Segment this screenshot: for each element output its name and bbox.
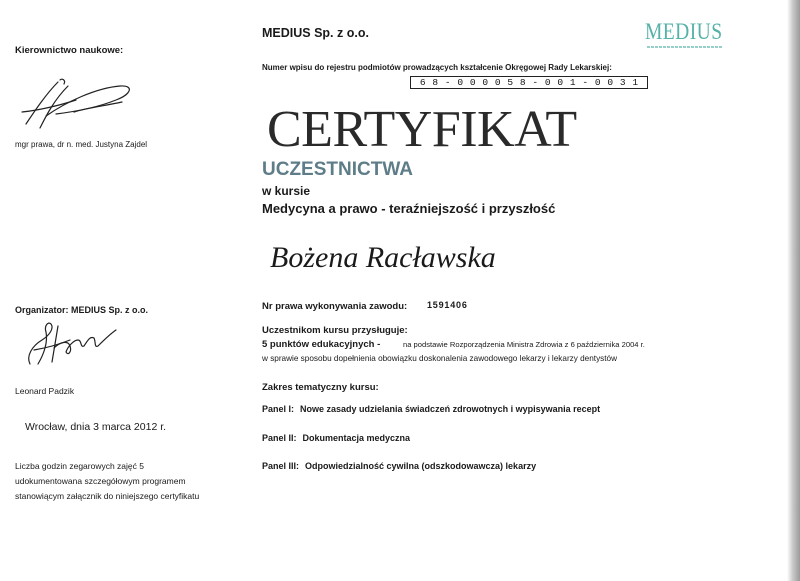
- panel-label: Panel III:: [262, 460, 300, 471]
- signature-stroke: [54, 330, 116, 354]
- scientific-director-name: mgr prawa, dr n. med. Justyna Zajdel: [15, 140, 148, 149]
- logo-wordmark: MEDIUS: [645, 19, 723, 44]
- logo-tagline-strip: [647, 46, 723, 48]
- participant-name: Bożena Racławska: [270, 241, 496, 274]
- scan-edge-shadow: [787, 0, 800, 581]
- hours-note-line: Liczba godzin zegarowych zajęć 5: [15, 461, 144, 471]
- scientific-direction-label: Kierownictwo naukowe:: [15, 45, 124, 56]
- entitlement-label: Uczestnikom kursu przysługuje:: [262, 325, 408, 336]
- signature-stroke: [60, 79, 65, 84]
- registry-number-box: 68-000058-001-0031: [410, 76, 648, 89]
- medius-logo: [645, 20, 727, 52]
- legal-basis-line: na podstawie Rozporządzenia Ministra Zdrowia z 6 października 2004 r.: [403, 339, 645, 349]
- course-intro: w kursie: [262, 184, 311, 198]
- scope-label: Zakres tematyczny kursu:: [262, 382, 379, 393]
- signature-zajdel: [16, 72, 134, 134]
- certificate-title: CERTYFIKAT: [267, 101, 577, 158]
- panel-row: [262, 433, 410, 444]
- signature-stroke: [74, 102, 122, 112]
- organizer-name: Leonard Padzik: [15, 386, 75, 396]
- signature-stroke: [46, 86, 129, 116]
- panel-row: [262, 404, 600, 415]
- signature-strokes: [29, 323, 116, 364]
- organizer-label: Organizator: MEDIUS Sp. z o.o.: [15, 305, 149, 315]
- place-and-date: Wrocław, dnia 3 marca 2012 r.: [25, 421, 167, 433]
- legal-basis-line: w sprawie sposobu dopełnienia obowiązku doskonalenia zawodowego lekarzy i lekarzy dentystów: [262, 353, 617, 363]
- registry-label: Numer wpisu do rejestru podmiotów prowadzących kształcenie Okręgowej Rady Lekarskiej:: [262, 63, 612, 72]
- course-name: Medycyna a prawo - teraźniejszość i przyszłość: [262, 201, 556, 216]
- education-points: 5 punktów edukacyjnych -: [262, 339, 381, 350]
- signature-strokes: [22, 79, 129, 128]
- panel-topic: Nowe zasady udzielania świadczeń zdrowotnych i wypisywania recept: [300, 403, 601, 414]
- signature-padzik: [24, 318, 120, 370]
- hours-note-line: stanowiącym załącznik do niniejszego certyfikatu: [15, 491, 200, 501]
- panel-topic: Odpowiedzialność cywilna (odszkodowawcza) lekarzy: [305, 460, 537, 471]
- certificate-subtitle: UCZESTNICTWA: [262, 159, 413, 180]
- company-name: MEDIUS Sp. z o.o.: [262, 26, 369, 40]
- license-label: Nr prawa wykonywania zawodu:: [262, 301, 408, 312]
- panel-label: Panel I:: [262, 403, 295, 414]
- panel-topic: Dokumentacja medyczna: [302, 432, 411, 443]
- signature-stroke: [29, 323, 52, 364]
- panel-label: Panel II:: [262, 432, 297, 443]
- signature-stroke: [26, 82, 58, 124]
- hours-note-line: udokumentowana szczegółowym programem: [15, 476, 186, 486]
- panel-row: [262, 461, 536, 472]
- license-number: 1591406: [427, 300, 468, 310]
